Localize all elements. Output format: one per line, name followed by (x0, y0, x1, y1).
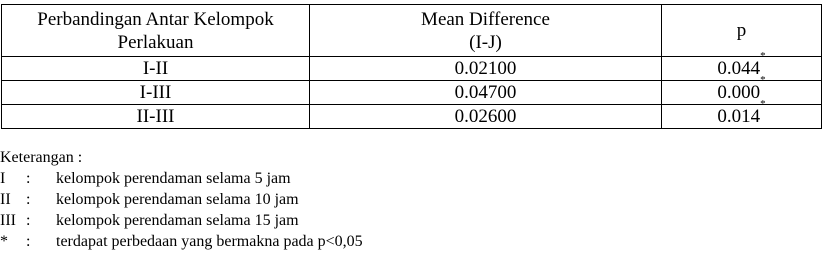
significance-mark: * (760, 74, 766, 86)
header-mean-difference (310, 5, 662, 57)
note-item (0, 189, 363, 210)
cell-group: I-II (2, 57, 310, 81)
header-p-value (662, 5, 822, 57)
table-row (2, 81, 822, 105)
note-separator: : (26, 233, 31, 250)
p-value-text: 0.000 (717, 82, 761, 103)
significance-mark: * (760, 98, 766, 110)
cell-p-value (662, 50, 822, 81)
note-text: kelompok perendaman selama 5 jam (56, 170, 291, 187)
note-text: terdapat perbedaan yang bermakna pada p<0,05 (56, 233, 363, 250)
table-row (2, 57, 822, 81)
note-key: III (0, 212, 16, 229)
note-item (0, 210, 363, 231)
note-text: kelompok perendaman selama 10 jam (56, 191, 299, 208)
cell-p-value (662, 98, 822, 129)
note-text: kelompok perendaman selama 15 jam (56, 212, 299, 229)
cell-mean-difference: 0.04700 (310, 81, 662, 105)
note-separator: : (26, 170, 31, 187)
cell-group: II-III (2, 105, 310, 129)
note-item (0, 231, 363, 252)
header-group-line-2: Perlakuan (117, 31, 194, 53)
header-group-comparison (2, 5, 310, 57)
note-key: II (0, 191, 11, 208)
notes-title: Keterangan : (0, 149, 83, 166)
header-mean-line-1: Mean Difference (421, 8, 550, 30)
cell-mean-difference: 0.02600 (310, 105, 662, 129)
notes-section (0, 147, 363, 252)
table-header-row (2, 5, 822, 57)
note-separator: : (26, 212, 31, 229)
note-separator: : (26, 191, 31, 208)
cell-p-value (662, 74, 822, 105)
note-key: * (0, 233, 8, 250)
cell-group: I-III (2, 81, 310, 105)
table-row (2, 105, 822, 129)
note-item (0, 168, 363, 189)
note-key: I (0, 170, 6, 187)
comparison-table (1, 4, 822, 129)
p-value-text: 0.014 (717, 106, 761, 127)
header-mean-line-2: (I-J) (469, 31, 502, 53)
header-p-line-1: p (736, 20, 747, 41)
cell-mean-difference: 0.02100 (310, 57, 662, 81)
significance-mark: * (760, 50, 766, 62)
p-value-text: 0.044 (717, 58, 761, 79)
header-group-line-1: Perbandingan Antar Kelompok (37, 8, 274, 30)
